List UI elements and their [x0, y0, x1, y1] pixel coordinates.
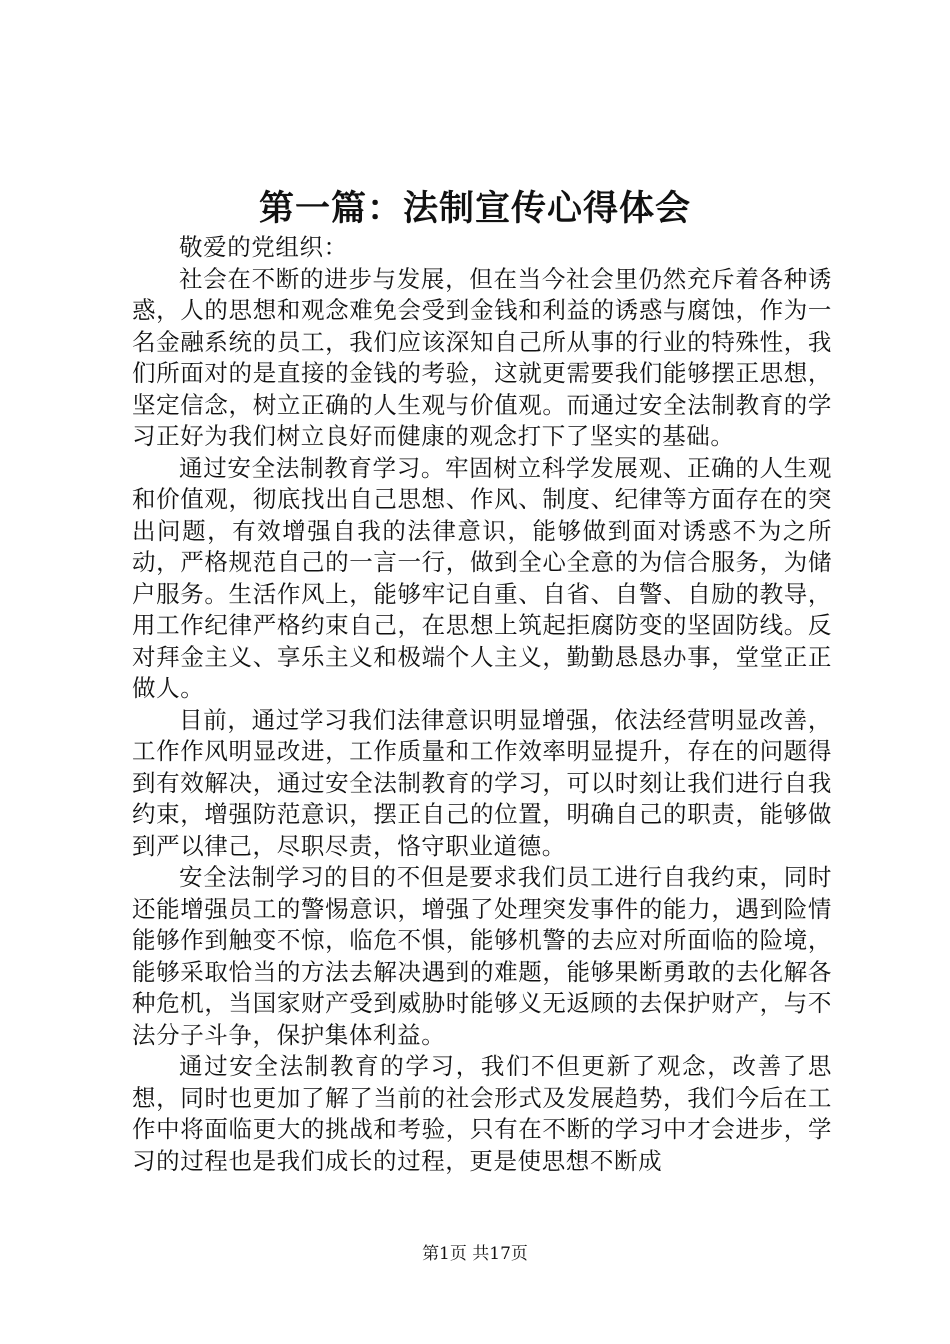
- paragraph: 通过安全法制教育的学习，我们不但更新了观念，改善了思想，同时也更加了解了当前的社会形式及发展趋势，我们今后在工作中将面临更大的挑战和考验，只有在不断的学习中才会进步，学习的过程也是我们成长的过程，更是使思想不断成: [132, 1052, 832, 1175]
- document-title: 第一篇：法制宣传心得体会: [258, 188, 691, 229]
- paragraph: 社会在不断的进步与发展，但在当今社会里仍然充斥着各种诱惑，人的思想和观念难免会受到金钱和利益的诱惑与腐蚀，作为一名金融系统的员工，我们应该深知自己所从事的行业的特殊性，我们所面对的是直接的金钱的考验，这就更需要我们能够摆正思想，坚定信念，树立正确的人生观与价值观。而通过安全法制教育的学习正好为我们树立良好而健康的观念打下了坚实的基础。: [132, 264, 832, 450]
- paragraph: 目前，通过学习我们法律意识明显增强，依法经营明显改善，工作作风明显改进，工作质量和工作效率明显提升，存在的问题得到有效解决，通过安全法制教育的学习，可以时刻让我们进行自我约束，增强防范意识，摆正自己的位置，明确自己的职责，能够做到严以律己，尽职尽责，恪守职业道德。: [132, 705, 832, 860]
- paragraph: 安全法制学习的目的不但是要求我们员工进行自我约束，同时还能增强员工的警惕意识，增强了处理突发事件的能力，遇到险情能够作到触变不惊，临危不惧，能够机警的去应对所面临的险境，能够采取恰当的方法去解决遇到的难题，能够果断勇敢的去化解各种危机，当国家财产受到威胁时能够义无返顾的去保护财产，与不法分子斗争，保护集体利益。: [132, 863, 832, 1049]
- paragraph: 通过安全法制教育学习。牢固树立科学发展观、正确的人生观和价值观，彻底找出自己思想、作风、制度、纪律等方面存在的突出问题，有效增强自我的法律意识，能够做到面对诱惑不为之所动，严格规范自己的一言一行，做到全心全意的为信合服务，为储户服务。生活作风上，能够牢记自重、自省、自警、自励的教导，用工作纪律严格约束自己，在思想上筑起拒腐防变的坚固防线。反对拜金主义、享乐主义和极端个人主义，勤勤恳恳办事，堂堂正正做人。: [132, 453, 832, 702]
- document-body: [132, 232, 832, 1177]
- salutation: 敬爱的党组织：: [179, 233, 348, 261]
- page-number: 第1页 共17页: [422, 1244, 528, 1264]
